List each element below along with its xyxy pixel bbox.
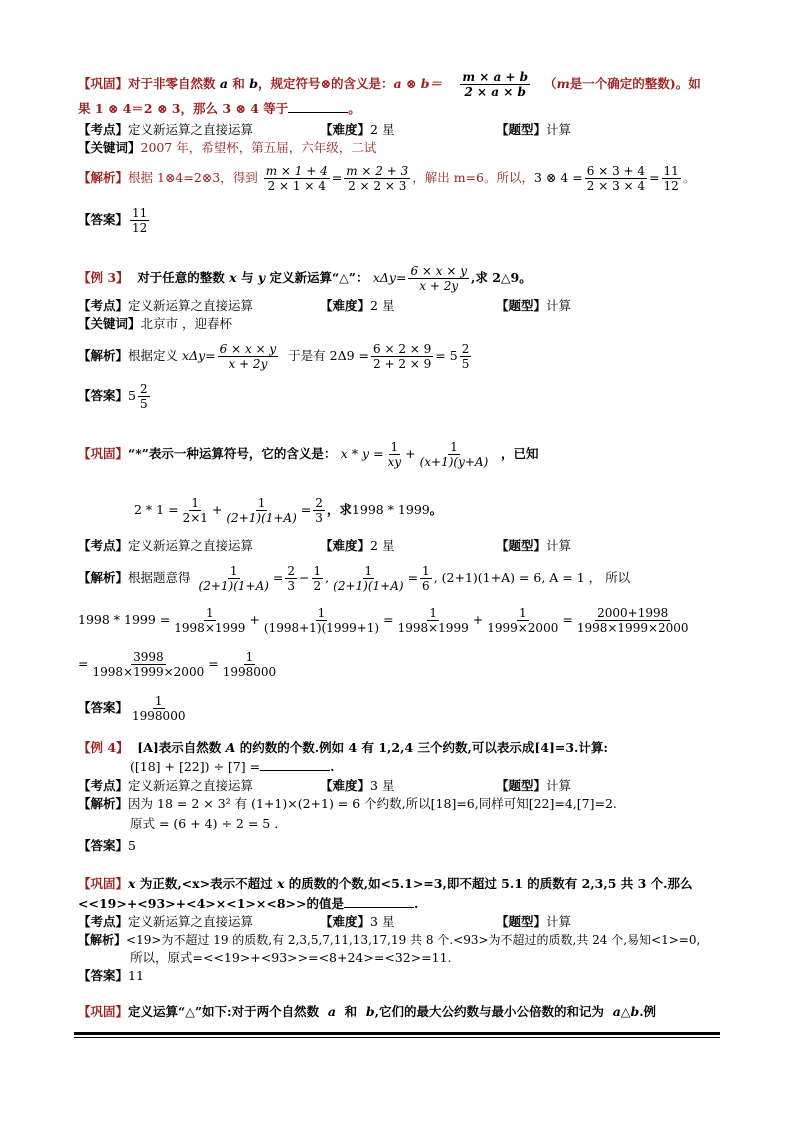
meta-row: 【考点】定义新运算之直接运算 【难度】2 星 【题型】计算 (78, 538, 572, 553)
solution-row-3: = $\frac{3998}{1998\times 1999\times 2000}$ = $\frac{1}{1998000}$ (78, 650, 277, 679)
answer-blank (260, 758, 330, 771)
answer-blank (288, 100, 348, 113)
keyword-row: 【关键词】2007 年，希望杯，第五届，六年级，二试 (78, 140, 377, 155)
meta-row: 【考点】定义新运算之直接运算 【难度】2 星 【题型】计算 (78, 122, 572, 137)
meta-row: 【考点】定义新运算之直接运算 【难度】3 星 【题型】计算 (78, 778, 572, 793)
question-line-2: ([18] + [22]) ÷ [7] = . (130, 759, 335, 774)
question-line-2: <<19>+<93>+<4>×<1>×<8>>的值是 . (78, 896, 419, 911)
solution-row: 【解析】根据定义 xΔy= $\frac{6 \times x \times y}{x + 2y}$ 于是有 2Δ9 = $\frac{6 \times 2 \times 9}{2 + 2 \times 9}$ = 5 $\frac{2}{5}$ (78, 342, 470, 371)
question-line-2: 果 1 ⊗ 4＝2 ⊗ 3，那么 3 ⊗ 4 等于 。 (78, 101, 361, 116)
meta-row: 【考点】定义新运算之直接运算 【难度】3 星 【题型】计算 (78, 914, 572, 929)
fraction: $\frac{m \times a + b}{2 \times a \times b}$ (462, 70, 529, 99)
answer-row: 【答案】 $\frac{11}{12}$ (78, 206, 148, 235)
answer-row: 【答案】5 $\frac{2}{5}$ (78, 382, 148, 411)
solution-row-2: 原式 = (6 + 4) ÷ 2 = 5 . (130, 816, 279, 831)
answer-row: 【答案】5 (78, 838, 136, 853)
question-line-1: 【巩固】x 为正数,<x>表示不超过 x 的质数的个数,如<5.1>=3,即不超过 5.1 的质数有 2,3,5 共 3 个.那么 (78, 876, 693, 891)
answer-row: 【答案】 $\frac{1}{1998000}$ (78, 694, 186, 723)
solution-row: 【解析】根据 1⊗4=2⊗3，得到 $\frac{m \times 1 + 4}{2 \times 1 \times 4}$ = $\frac{m \times 2 + 3}{2 \times 2 \times 3}$ ，解出 m=6。所以，3 ⊗ 4 = $\frac{6 \times 3 + 4}{2 \times 3 \times 4}$ = $\frac{11}{12}$ 。 (78, 164, 696, 193)
keyword-row: 【关键词】北京市 ，迎春杯 (78, 316, 232, 331)
answer-row: 【答案】11 (78, 968, 144, 983)
solution-row-2: 1998 * 1999 = $\frac{1}{1998\times 1999}$ + $\frac{1}{(1998+1)(1999+1)}$ = $\frac{1}{1998\times 1999}$ + $\frac{1}{1999\times 2000}$ = $\frac{2000+1998}{1998\times 1999\times 2000}$ (78, 606, 689, 635)
question-line-1: 【巩固】“*”表示一种运算符号，它的含义是： x * y = $\frac{1}{xy}$ + $\frac{1}{(x+1)(y+A)}$ ，已知 (78, 440, 539, 469)
meta-row: 【考点】定义新运算之直接运算 【难度】2 星 【题型】计算 (78, 298, 572, 313)
solution-row-1: 【解析】根据题意得 $\frac{1}{(2+1)(1+A)}$ = $\frac{2}{3}$ − $\frac{1}{2}$ , $\frac{1}{(2+1)(1+A)}$ = $\frac{1}{6}$ , (2+1)(1+A) = 6, A = 1 ， 所以 (78, 564, 631, 593)
footer-rule-thick (74, 1032, 720, 1035)
question-line-2: 2 * 1 = $\frac{1}{2\times 1}$ + $\frac{1}{(2+1)(1+A)}$ = $\frac{2}{3}$ ，求1998 * 1999。 (134, 496, 443, 525)
solution-row-1: 【解析】因为 18 = 2 × 3² 有 (1+1)×(2+1) = 6 个约数,所以[18]=6,同样可知[22]=4,[7]=2. (78, 796, 617, 811)
footer-rule-thin (74, 1037, 720, 1038)
question-line-1: 【巩固】对于非零自然数 a 和 b，规定符号⊗的含义是：a ⊗ b＝ $\frac{m \times a + b}{2 \times a \times b}$ （m是一个确定的整数)。如 (78, 70, 701, 99)
question-line-1: 【例 4】 [A]表示自然数 A 的约数的个数.例如 4 有 1,2,4 三个约数,可以表示成[4]=3.计算: (78, 740, 609, 755)
question-line-1: 【巩固】定义运算“△”如下:对于两个自然数 a 和 b,它们的最大公约数与最小公倍数的和记为 a△b.例 (78, 1004, 657, 1019)
solution-row-2: 所以，原式=<<19>+<93>>=<8+24>=<32>=11. (130, 950, 452, 965)
answer-blank (344, 895, 414, 908)
solution-row-1: 【解析】<19>为不超过 19 的质数,有 2,3,5,7,11,13,17,19 共 8 个.<93>为不超过的质数,共 24 个,易知<1>=0, (78, 933, 701, 947)
tag: 【巩固】 (78, 76, 129, 91)
question-line-1: 【例 3】 对于任意的整数 x 与 y 定义新运算“△”： xΔy= $\frac{6 \times x \times y}{x + 2y}$ ,求 2△9。 (78, 264, 532, 293)
